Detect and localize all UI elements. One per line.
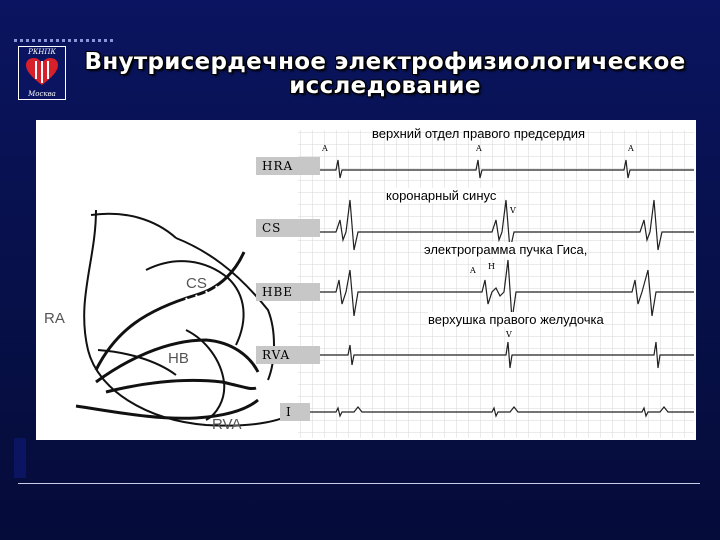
- slide-title-line-2: исследование: [289, 73, 481, 99]
- slide-title-line-1: Внутрисердечное электрофизиологическое: [84, 49, 686, 75]
- heart-anatomy-sketch: [84, 210, 298, 426]
- anatomy-label-ra: RA: [44, 310, 65, 327]
- marker-v-cs: V: [510, 206, 516, 215]
- channel-label-rva: RVA: [256, 346, 320, 364]
- logo-bottom-text: Москва: [28, 90, 56, 98]
- channel-label-cs: CS: [256, 219, 320, 237]
- marker-a-his: A: [470, 266, 476, 275]
- anatomy-label-rva: RVA: [212, 416, 242, 433]
- channel-label-hra: HRA: [256, 157, 320, 175]
- figure-graphics: [36, 120, 696, 440]
- channel-label-lead-i: I: [280, 403, 310, 421]
- annotation-rva: верхушка правого желудочка: [428, 312, 604, 327]
- slide-title: [80, 50, 690, 98]
- marker-v-rva: V: [506, 330, 512, 339]
- marker-a-hra-3: A: [628, 144, 634, 153]
- catheters: [76, 252, 258, 418]
- marker-a-hra-1: A: [322, 144, 328, 153]
- electrophysiology-figure: [36, 120, 696, 440]
- left-accent-strip: [14, 438, 26, 478]
- anatomy-label-hb: HB: [168, 350, 189, 367]
- heart-logo-icon: [26, 58, 58, 86]
- marker-h-his: H: [488, 262, 495, 271]
- decorative-dot-bar: [14, 33, 118, 45]
- annotation-cs: коронарный синус: [386, 188, 497, 203]
- annotation-his: электрограмма пучка Гиса,: [424, 242, 588, 257]
- logo-top-text: РКНПК: [28, 48, 56, 56]
- institution-logo: [18, 46, 66, 100]
- bottom-divider: [18, 483, 700, 484]
- anatomy-label-cs: CS: [186, 275, 207, 292]
- annotation-hra: верхний отдел правого предсердия: [372, 126, 586, 141]
- channel-label-hbe: HBE: [256, 283, 320, 301]
- marker-a-hra-2: A: [476, 144, 482, 153]
